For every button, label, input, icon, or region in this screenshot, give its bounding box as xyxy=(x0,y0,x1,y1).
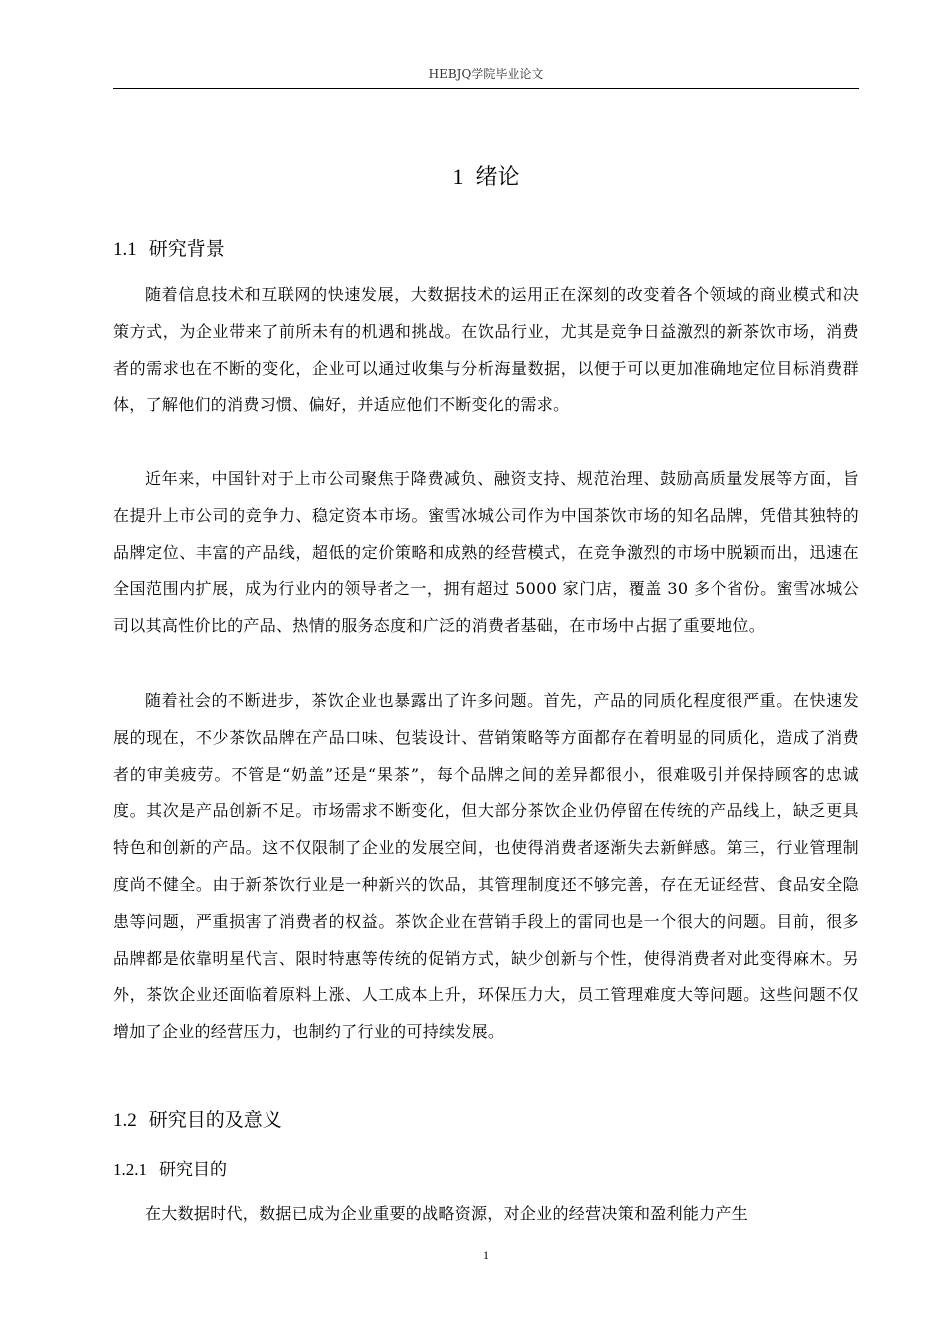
running-header xyxy=(113,62,859,89)
subsection-number: 1.2.1 xyxy=(113,1160,147,1179)
paragraph-background-2: 近年来，中国针对于上市公司聚焦于降费减负、融资支持、规范治理、鼓励高质量发展等方面，旨在提升上市公司的竞争力、稳定资本市场。蜜雪冰城公司作为中国茶饮市场的知名品牌，凭借其独特的品牌定位、丰富的产品线，超低的定价策略和成熟的经营模式，在竞争激烈的市场中脱颖而出，迅速在全国范围内扩展，成为行业内的领导者之一，拥有超过 5000 家门店，覆盖 30 多个省份。蜜雪冰城公司以其高性价比的产品、热情的服务态度和广泛的消费者基础，在市场中占据了重要地位。 xyxy=(113,469,859,636)
running-header-title: HEBJQ学院毕业论文 xyxy=(428,67,544,81)
subsection-heading-1-2-1 xyxy=(113,1156,859,1184)
section-number: 1.2 xyxy=(113,1110,137,1131)
chapter-title xyxy=(113,160,859,195)
paragraph-background-3: 随着社会的不断进步，茶饮企业也暴露出了许多问题。首先，产品的同质化程度很严重。在快速发展的现在，不少茶饮品牌在产品口味、包装设计、营销策略等方面都存在着明显的同质化，造成了消费者的审美疲劳。不管是“奶盖”还是“果茶”，每个品牌之间的差异都很小，很难吸引并保持顾客的忠诚度。其次是产品创新不足。市场需求不断变化，但大部分茶饮企业仍停留在传统的产品线上，缺乏更具特色和创新的产品。这不仅限制了企业的发展空间，也使得消费者逐渐失去新鲜感。第三，行业管理制度尚不健全。由于新茶饮行业是一种新兴的饮品，其管理制度还不够完善，存在无证经营、食品安全隐患等问题，严重损害了消费者的权益。茶饮企业在营销手段上的雷同也是一个很大的问题。目前，很多品牌都是依靠明星代言、限时特惠等传统的促销方式，缺少创新与个性，使得消费者对此变得麻木。另外，茶饮企业还面临着原料上涨、人工成本上升，环保压力大，员工管理难度大等问题。这些问题不仅增加了企业的经营压力，也制约了行业的可持续发展。 xyxy=(113,691,859,1042)
paragraph-background-1: 随着信息技术和互联网的快速发展，大数据技术的运用正在深刻的改变着各个领域的商业模式和决策方式，为企业带来了前所未有的机遇和挑战。在饮品行业，尤其是竞争日益激烈的新茶饮市场，消费者的需求也在不断的变化，企业可以通过收集与分析海量数据，以便于可以更加准确地定位目标消费群体，了解他们的消费习惯、偏好，并适应他们不断变化的需求。 xyxy=(113,285,859,415)
section-heading-1-2 xyxy=(113,1105,859,1136)
paragraph-purpose-1: 在大数据时代，数据已成为企业重要的战略资源，对企业的经营决策和盈利能力产生 xyxy=(145,1204,749,1223)
chapter-number: 1 xyxy=(452,164,464,189)
chapter-title-text: 绪论 xyxy=(475,165,520,190)
section-title: 研究目的及意义 xyxy=(148,1109,282,1131)
page-number: 1 xyxy=(483,1248,489,1262)
section-heading-1-1 xyxy=(113,234,859,265)
subsection-title: 研究目的 xyxy=(159,1160,227,1180)
section-title: 研究背景 xyxy=(148,238,225,260)
section-number: 1.1 xyxy=(113,239,137,260)
